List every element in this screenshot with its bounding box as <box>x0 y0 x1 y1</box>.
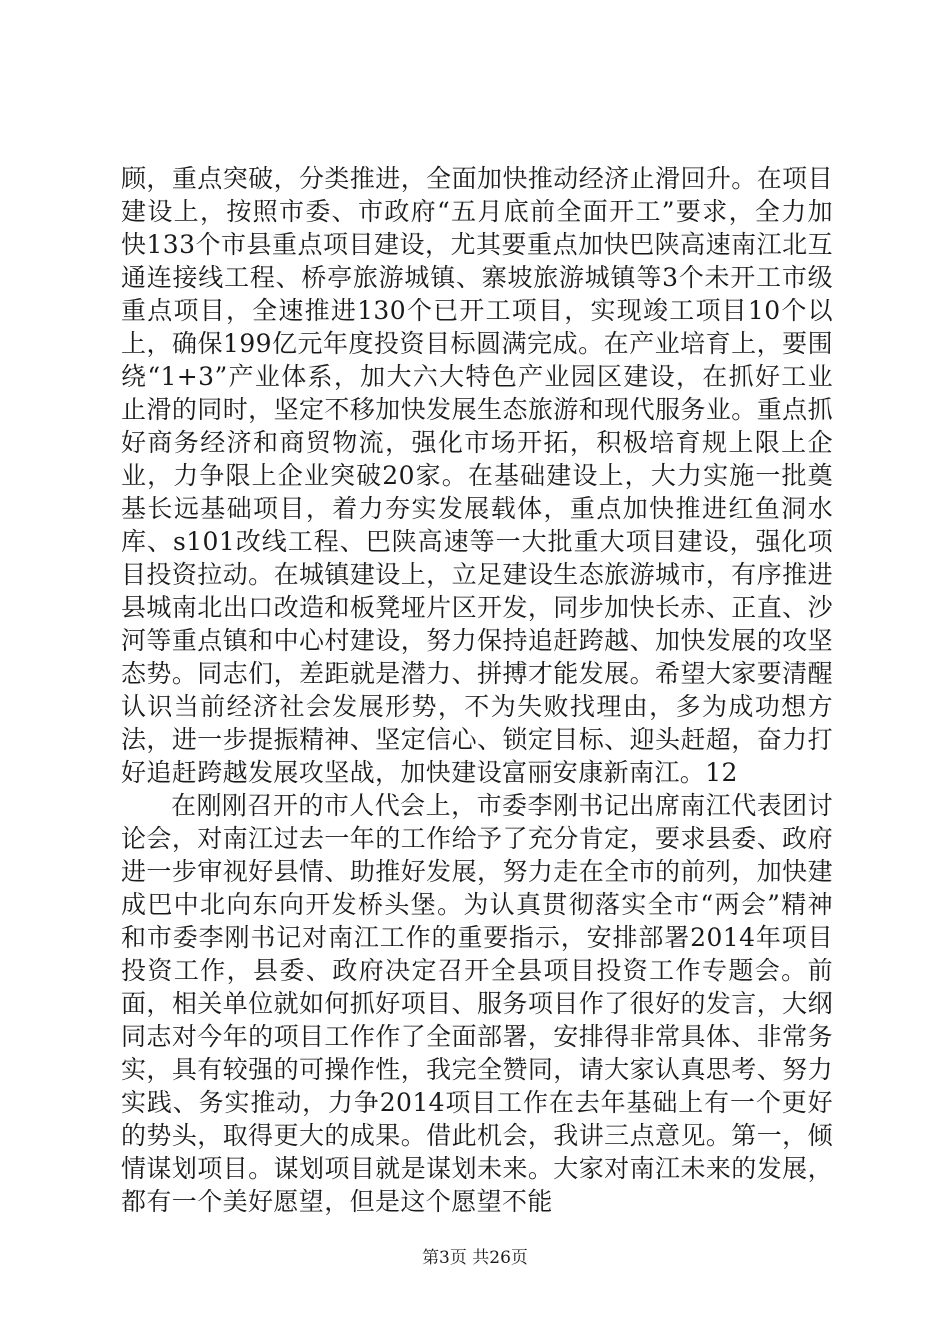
body-text <box>121 162 833 1218</box>
paragraph-continued: 顾，重点突破，分类推进，全面加快推动经济止滑回升。在项目建设上，按照市委、市政府“五月底前全面开工”要求，全力加快133个市县重点项目建设，尤其要重点加快巴陕高速南江北互通连接线工程、桥亭旅游城镇、寨坡旅游城镇等3个未开工市级重点项目，全速推进130个已开工项目，实现竣工项目10个以上，确保199亿元年度投资目标圆满完成。在产业培育上，要围绕“1+3”产业体系，加大六大特色产业园区建设，在抓好工业止滑的同时，坚定不移加快发展生态旅游和现代服务业。重点抓好商务经济和商贸物流，强化市场开拓，积极培育规上限上企业，力争限上企业突破20家。在基础建设上，大力实施一批奠基长远基础项目，着力夯实发展载体，重点加快推进红鱼洞水库、s101改线工程、巴陕高速等一大批重大项目建设，强化项目投资拉动。在城镇建设上，立足建设生态旅游城市，有序推进县城南北出口改造和板凳垭片区开发，同步加快长赤、正直、沙河等重点镇和中心村建设，努力保持追赶跨越、加快发展的攻坚态势。同志们，差距就是潜力、拼搏才能发展。希望大家要清醒认识当前经济社会发展形势，不为失败找理由，多为成功想方法，进一步提振精神、坚定信心、锁定目标、迎头赶超，奋力打好追赶跨越发展攻坚战，加快建设富丽安康新南江。12 <box>121 164 833 787</box>
page-footer: 第3页 共26页 <box>422 1248 528 1268</box>
paragraph-new: 在刚刚召开的市人代会上，市委李刚书记出席南江代表团讨论会，对南江过去一年的工作给予了充分肯定，要求县委、政府进一步审视好县情、助推好发展，努力走在全市的前列，加快建成巴中北向东向开发桥头堡。为认真贯彻落实全市“两会”精神和市委李刚书记对南江工作的重要指示，安排部署2014年项目投资工作，县委、政府决定召开全县项目投资工作专题会。前面，相关单位就如何抓好项目、服务项目作了很好的发言，大纲同志对今年的项目工作作了全面部署，安排得非常具体、非常务实，具有较强的可操作性，我完全赞同，请大家认真思考、努力实践、务实推动，力争2014项目工作在去年基础上有一个更好的势头，取得更大的成果。借此机会，我讲三点意见。第一，倾情谋划项目。谋划项目就是谋划未来。大家对南江未来的发展，都有一个美好愿望，但是这个愿望不能 <box>121 791 833 1216</box>
